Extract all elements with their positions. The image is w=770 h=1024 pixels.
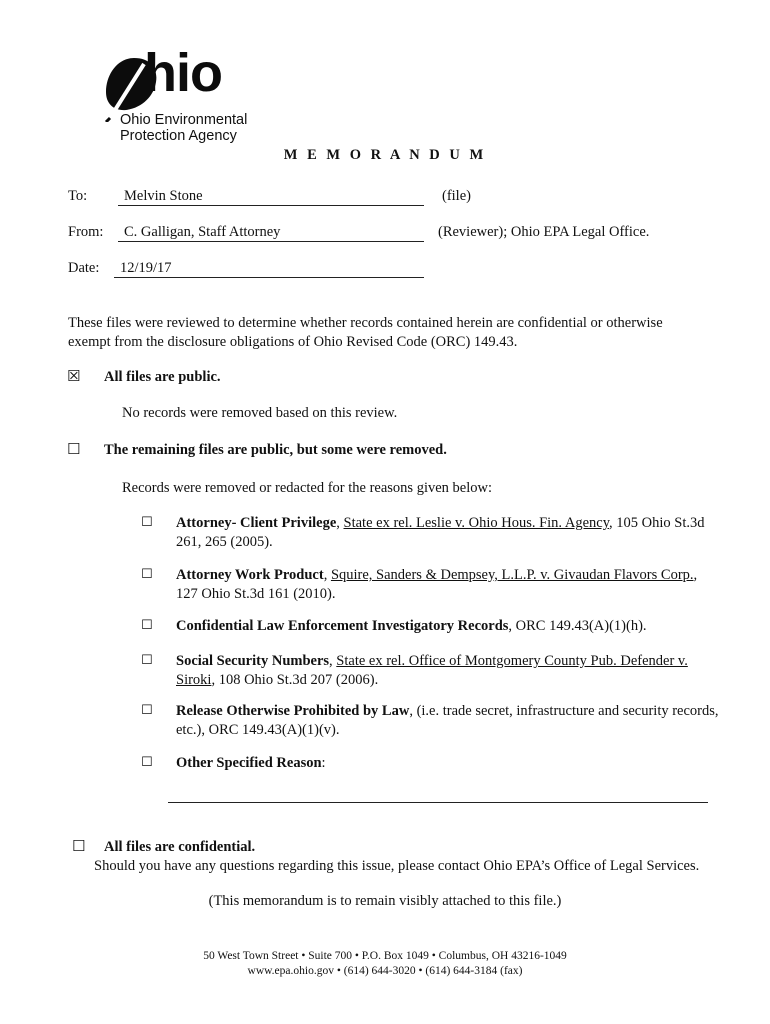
reason-line-2: , 108 Ohio St.3d 207 (2006). [211,672,379,688]
partial-checkbox: ☐ [67,440,81,458]
reason-line-2: 127 Ohio St.3d 161 (2010). [176,586,336,602]
confidential-label: All files are confidential. [104,839,256,855]
reason-ssn [176,652,716,690]
reason-checkbox: ☐ [141,703,153,718]
reason-prohibited-by-law [176,702,721,740]
case-citation: Siroki [176,672,212,688]
reason-line-2: 261, 265 (2005). [176,534,273,550]
questions-text: Should you have any questions regarding this issue, please contact Ohio EPA’s Office of Legal Services. [94,858,700,874]
reason-checkbox: ☐ [141,618,153,633]
attach-note: (This memorandum is to remain visibly attached to this file.) [208,893,562,909]
ohio-epa-logo [100,43,260,152]
public-label: All files are public. [104,369,221,385]
reason-title: Other Specified Reason [176,755,322,771]
public-note: No records were removed based on this review. [122,405,398,421]
reason-attorney-client [176,514,716,552]
case-citation: State ex rel. Office of Montgomery County Pub. Defender v. [336,653,688,669]
reason-title: Confidential Law Enforcement Investigatory Records [176,618,509,634]
reason-law-enforcement [176,617,716,636]
reason-checkbox: ☐ [141,755,153,770]
intro-line-2: exempt from the disclosure obligations of Ohio Revised Code (ORC) 149.43. [68,334,518,350]
confidential-checkbox: ☐ [72,837,86,855]
case-citation: State ex rel. Leslie v. Ohio Hous. Fin. Agency [343,515,610,531]
to-field: Melvin Stone [118,187,424,206]
from-field: C. Galligan, Staff Attorney [118,223,424,242]
from-label: From: [68,224,104,240]
reason-rest: , [693,567,698,583]
to-label: To: [68,188,88,204]
reason-other [176,754,716,773]
intro-line-1: These files were reviewed to determine whether records contained herein are confidential or otherwise [68,315,663,331]
agency-line-2: Protection Agency [120,128,237,144]
reason-sep: , [323,567,331,583]
reason-title: Release Otherwise Prohibited by Law [176,703,410,719]
from-note: (Reviewer); Ohio EPA Legal Office. [438,224,650,240]
date-field: 12/19/17 [114,259,424,278]
case-citation: Squire, Sanders & Dempsey, L.L.P. v. Givaudan Flavors Corp. [330,567,694,583]
reason-sep: , [336,515,344,531]
reason-work-product [176,566,716,604]
footer-address: 50 West Town Street • Suite 700 • P.O. Box 1049 • Columbus, OH 43216-1049 [203,950,567,962]
reason-checkbox: ☐ [141,653,153,668]
reason-title: Social Security Numbers [176,653,330,669]
to-note: (file) [442,188,471,204]
reason-sep: , (i.e. trade secret, infrastructure and security records, [409,703,719,719]
footer-contact: www.epa.ohio.gov • (614) 644-3020 • (614) 644-3184 (fax) [247,965,523,977]
partial-note: Records were removed or redacted for the reasons given below: [122,480,493,496]
intro-paragraph [68,314,718,352]
partial-label: The remaining files are public, but some were removed. [104,442,447,458]
agency-line-1: Ohio Environmental [120,112,248,128]
reason-sep: , [329,653,337,669]
other-reason-line [168,802,708,803]
logo-wordmark: hio [144,43,222,103]
logo-agency-name [120,112,247,144]
reason-line-2: etc.), ORC 149.43(A)(1)(v). [176,722,340,738]
reason-sep: : [321,755,326,771]
date-label: Date: [68,260,100,276]
reason-title: Attorney- Client Privilege [176,515,337,531]
reason-checkbox: ☐ [141,515,153,530]
reason-rest: , 105 Ohio St.3d [609,515,705,531]
reason-sep: , ORC 149.43(A)(1)(h). [508,618,647,634]
reason-title: Attorney Work Product [176,567,324,583]
reason-checkbox: ☐ [141,567,153,582]
memo-title: M E M O R A N D U M [283,147,487,163]
public-checkbox: ☒ [67,367,81,385]
